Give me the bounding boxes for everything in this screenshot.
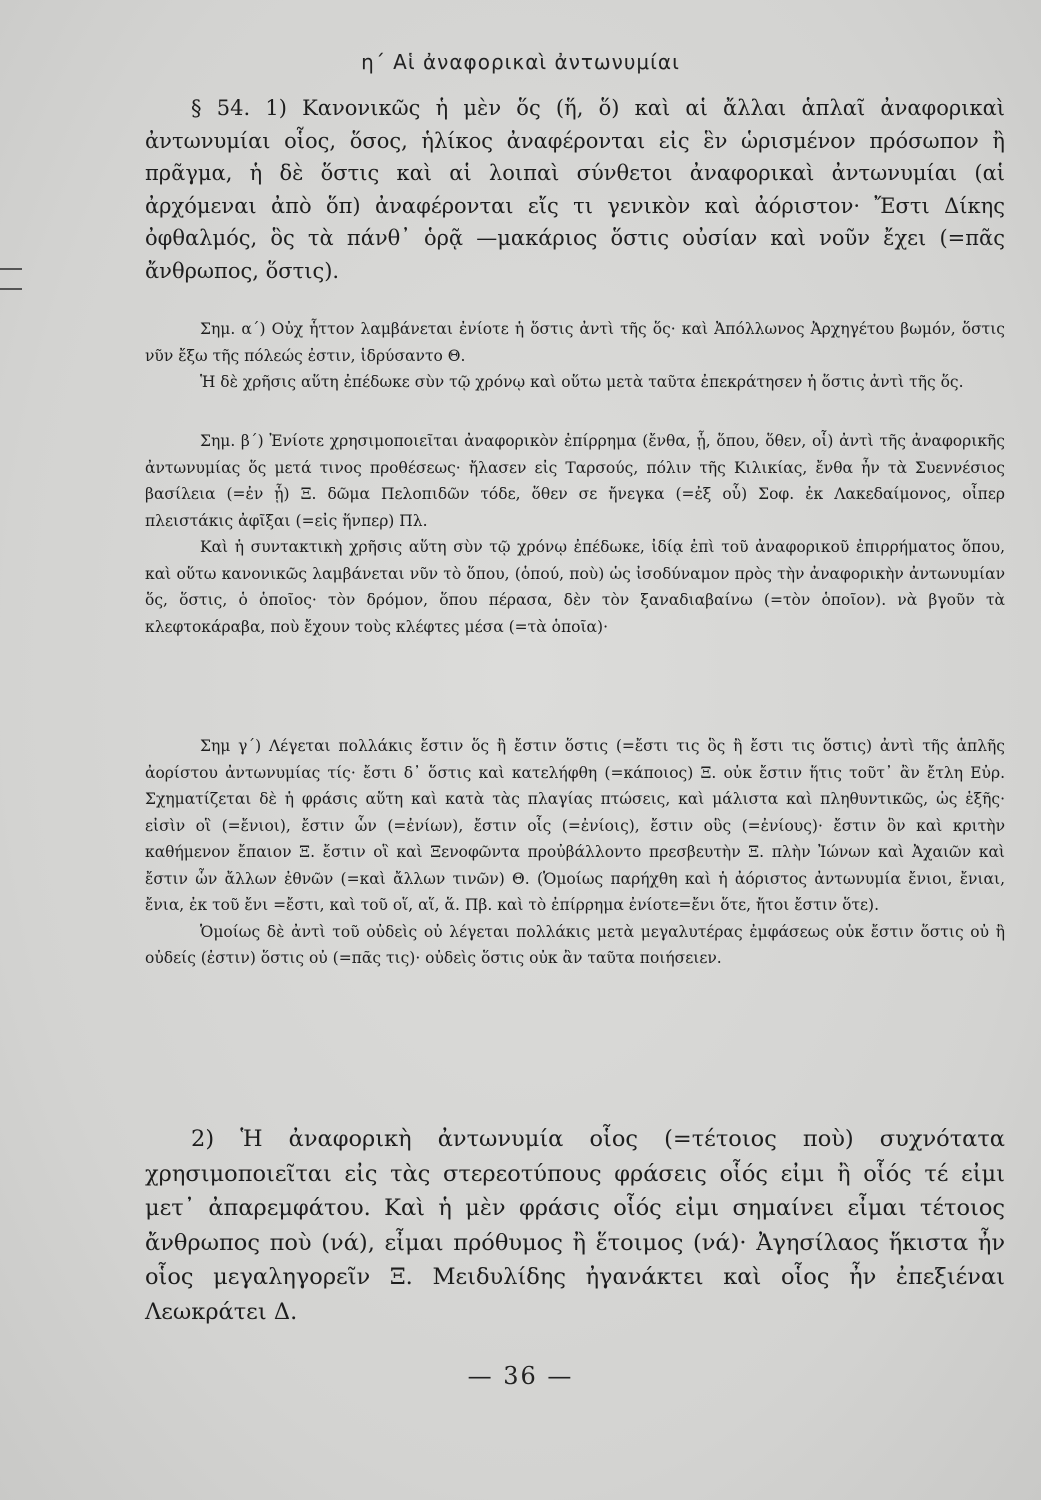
paragraph-54-2: 2) Ἡ ἀναφορικὴ ἀντωνυμία οἷος (=τέτοιος ποὺ) συχνότατα χρησιμοποιεῖται εἰς τὰς στερεοτύπους φράσεις οἷός εἰμι ἢ οἷός τέ εἰμι μετ᾽ ἀπαρεμφάτου. Καὶ ἡ μὲν φράσις οἷός εἰμι σημαίνει εἶμαι τέτοιος ἄνθρωπος ποὺ (νά), εἶμαι πρόθυμος ἢ ἕτοιμος (νά)· Ἀγησίλαος ἥκιστα ἦν οἷος μεγαληγορεῖν Ξ. Μειδυλίδης ἠγανάκτει καὶ οἷος ἦν ἐπεξιέναι Λεωκράτει Δ. bbox=[145, 1126, 1005, 1325]
note-a-block bbox=[145, 316, 1005, 396]
note-b-continuation: Καὶ ἡ συντακτικὴ χρῆσις αὕτη σὺν τῷ χρόνῳ ἐπέδωκε, ἰδίᾳ ἐπὶ τοῦ ἀναφορικοῦ ἐπιρρήματος ὅπου, καὶ οὕτω κανονικῶς λαμβάνεται νῦν τὸ ὅπου, (ὁπού, ποὺ) ὡς ἰσοδύναμον πρὸς τὴν ἀναφορικὴν ἀντωνυμίαν ὅς, ὅστις, ὁ ὁποῖος· τὸν δρόμον, ὅπου πέρασα, δὲν τὸν ξαναδιαβαίνω (=τὸν ὁποῖον). νὰ βγοῦν τὰ κλεφτοκάραβα, ποὺ ἔχουν τοὺς κλέφτες μέσα (=τὰ ὁποῖα)· bbox=[145, 538, 1005, 636]
note-c-continuation: Ὁμοίως δὲ ἀντὶ τοῦ οὐδεὶς οὐ λέγεται πολλάκις μετὰ μεγαλυτέρας ἐμφάσεως οὐκ ἔστιν ὅστις οὐ ἢ οὐδείς (ἐστιν) ὅστις οὐ (=πᾶς τις)· οὐδεὶς ὅστις οὐκ ἂν ταῦτα ποιήσειεν. bbox=[145, 922, 1005, 967]
margin-mark bbox=[0, 268, 22, 290]
note-b-block bbox=[145, 428, 1005, 640]
main-paragraph-block bbox=[145, 92, 1005, 287]
page-header: η΄ Αἱ ἀναφορικαὶ ἀντωνυμίαι bbox=[361, 50, 680, 74]
note-b-text: Σημ. β΄) Ἐνίοτε χρησιμοποιεῖται ἀναφορικὸν ἐπίρρημα (ἔνθα, ᾗ, ὅπου, ὅθεν, οἷ) ἀντὶ τῆς ἀναφορικῆς ἀντωνυμίας ὅς μετά τινος προθέσεως· ἤλασεν εἰς Ταρσούς, πόλιν τῆς Κιλικίας, ἔνθα ἦν τὰ Συεννέσιος βασίλεια (=ἐν ᾗ) Ξ. δῶμα Πελοπιδῶν τόδε, ὅθεν σε ἤνεγκα (=ἐξ οὗ) Σοφ. ἐκ Λακεδαίμονος, οἶπερ πλειστάκις ἀφῖξαι (=εἰς ἥνπερ) Πλ. bbox=[145, 432, 1005, 530]
note-c-block bbox=[145, 733, 1005, 972]
note-a-continuation: Ἡ δὲ χρῆσις αὕτη ἐπέδωκε σὺν τῷ χρόνῳ καὶ οὕτω μετὰ ταῦτα ἐπεκράτησεν ἡ ὅστις ἀντὶ τῆς ὅς. bbox=[200, 373, 964, 391]
note-a-text: Σημ. α΄) Οὐχ ἧττον λαμβάνεται ἐνίοτε ἡ ὅστις ἀντὶ τῆς ὅς· καὶ Ἀπόλλωνος Ἀρχηγέτου βωμόν, ὅστις νῦν ἔξω τῆς πόλεώς ἐστιν, ἱδρύσαντο Θ. bbox=[145, 320, 1005, 365]
paragraph-54-1: § 54. 1) Κανονικῶς ἡ μὲν ὅς (ἥ, ὅ) καὶ αἱ ἄλλαι ἁπλαῖ ἀναφορικαὶ ἀντωνυμίαι οἷος, ὅσος, ἡλίκος ἀναφέρονται εἰς ἓν ὡρισμένον πρόσωπον ἢ πρᾶγμα, ἡ δὲ ὅστις καὶ αἱ λοιπαὶ σύνθετοι ἀναφορικαὶ ἀντωνυμίαι (αἱ ἀρχόμεναι ἀπὸ ὅπ) ἀναφέρονται εἴς τι γενικὸν καὶ ἀόριστον· Ἔστι Δίκης ὀφθαλμός, ὃς τὰ πάνθ᾽ ὁρᾷ —μακάριος ὅστις οὐσίαν καὶ νοῦν ἔχει (=πᾶς ἄνθρωπος, ὅστις). bbox=[145, 96, 1005, 283]
note-c-text: Σημ γ΄) Λέγεται πολλάκις ἔστιν ὅς ἢ ἔστιν ὅστις (=ἔστι τις ὃς ἢ ἔστι τις ὅστις) ἀντὶ τῆς ἁπλῆς ἀορίστου ἀντωνυμίας τίς· ἔστι δ᾽ ὅστις καὶ κατελήφθη (=κάποιος) Ξ. οὐκ ἔστιν ἥτις τοῦτ᾽ ἂν ἔτλη Εὐρ. Σχηματίζεται δὲ ἡ φράσις αὕτη καὶ κατὰ τὰς πλαγίας πτώσεις, καὶ μάλιστα καὶ πληθυντικῶς, ὡς ἑξῆς· εἰσὶν οἳ (=ἔνιοι), ἔστιν ὧν (=ἐνίων), ἔστιν οἷς (=ἐνίοις), ἔστιν οὓς (=ἐνίους)· ἔστιν ὃν καὶ κριτὴν καθήμενον ἔπαιον Ξ. ἔστιν οἳ καὶ Ξενοφῶντα προὐβάλλοντο πρεσβευτὴν Ξ. πλὴν Ἰώνων καὶ Ἀχαιῶν καὶ ἔστιν ὧν ἄλλων ἐθνῶν (=καὶ ἄλλων τινῶν) Θ. (Ὁμοίως παρήχθη καὶ ἡ ἀόριστος ἀντωνυμία ἔνιοι, ἔνιαι, ἔνια, ἐκ τοῦ ἔνι =ἔστι, καὶ τοῦ οἵ, αἵ, ἅ. Πβ. καὶ τὸ ἐπίρρημα ἐνίοτε=ἔνι ὅτε, ἤτοι ἔστιν ὅτε). bbox=[145, 737, 1005, 914]
paragraph-2-block bbox=[145, 1122, 1005, 1329]
page-number: — 36 — bbox=[467, 1362, 574, 1390]
